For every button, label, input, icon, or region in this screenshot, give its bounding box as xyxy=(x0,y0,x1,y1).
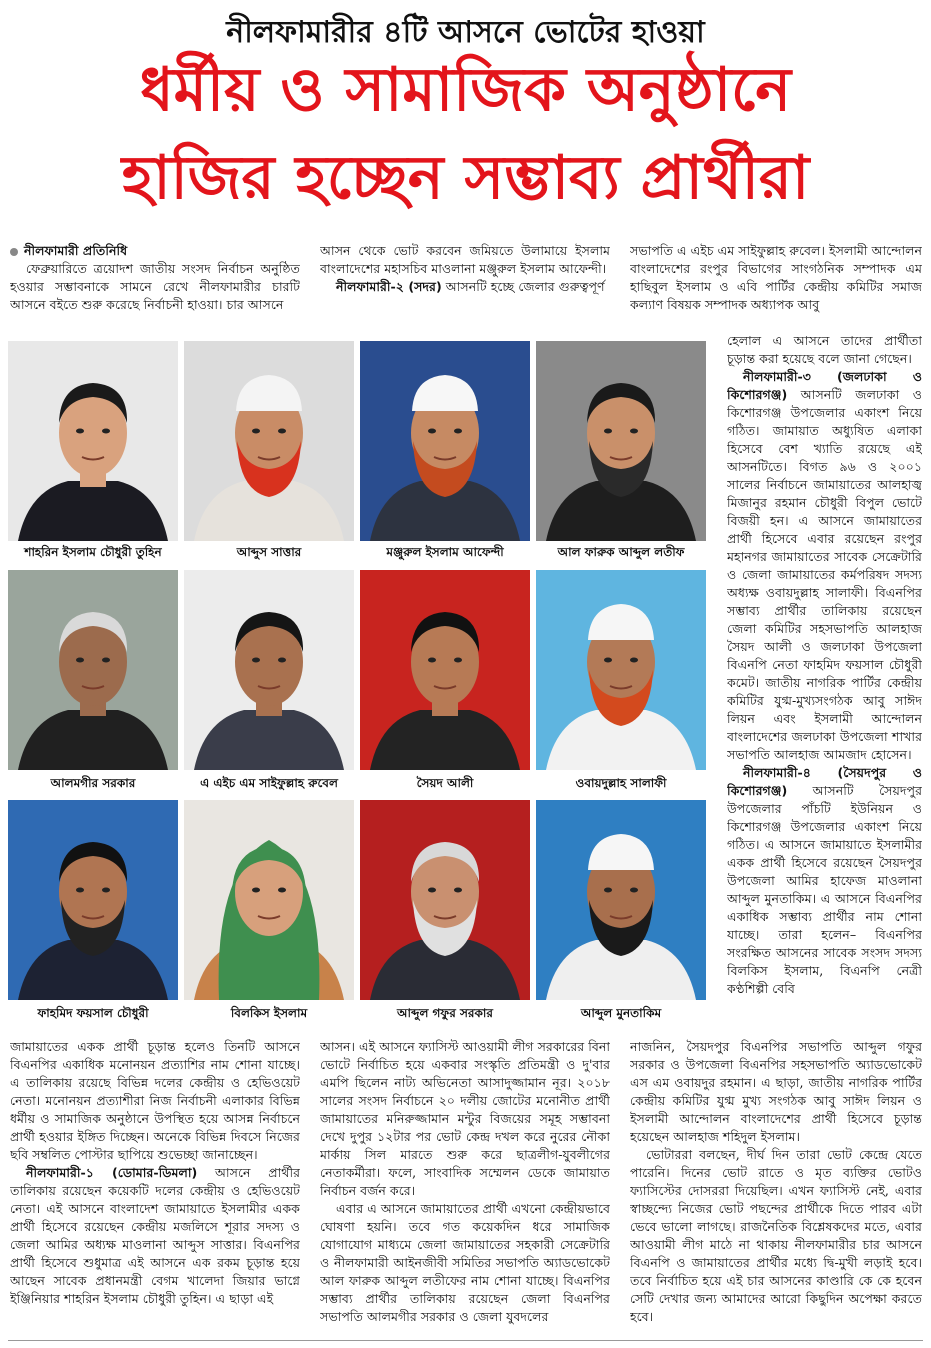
headline-line-1: ধর্মীয় ও সামাজিক অনুষ্ঠানে xyxy=(139,55,792,125)
photo-caption: বিলকিস ইসলাম xyxy=(230,1006,308,1020)
candidate-photo xyxy=(184,570,354,770)
paragraph: হেলাল এ আসনে তাদের প্রার্থীতা চূড়ান্ত করা হয়েছে বলে জানা গেছেন। xyxy=(727,333,922,366)
paragraph: নাজনিন, সৈয়দপুর বিএনপির সভাপতি আব্দুল গফুর সরকার ও উপজেলা বিএনপির সহসভাপতি অ্যাডভোকেট এস এম ওবায়দুর রহমান। এ ছাড়া, জাতীয় নাগরিক পার্টির কেন্দ্রীয় কমিটির যুগ্ম মুখ্য সংগঠক আবু সাঈদ লিয়ন ও ইসলামী আন্দোলন বাংলাদেশের প্রার্থী হিসেবে চূড়ান্ত হয়েছেন আলহাজ শহিদুল ইসলাম। xyxy=(630,1039,922,1144)
paragraph: নীলফামারী-২ (সদর) আসনটি হচ্ছে জেলার গুরুত্বপূর্ণ xyxy=(336,279,605,294)
byline: নীলফামারী প্রতিনিধি xyxy=(10,242,300,260)
photo-caption: এ এইচ এম সাইফুল্লাহ রুবেল xyxy=(200,776,338,790)
column-1-top xyxy=(10,242,300,332)
paragraph: এবার এ আসনে জামায়াতের প্রার্থী এখনো কেন্দ্রীয়ভাবে ঘোষণা হয়নি। তবে গত কয়েকদিন ধরে সামাজিক যোগাযোগ মাধ্যমে জেলা জামায়াতের সহকারী সেক্রেটারি ও নীলফামারী আইনজীবী সমিতির সভাপতি অ্যাডভোকেট আল ফারুক আব্দুল লতীফের নাম শোনা যাচ্ছে। বিএনপির সম্ভাব্য প্রার্থীর তালিকায় রয়েছেন জেলা বিএনপির সভাপতি আলমগীর সরকার ও জেলা যুবদলের xyxy=(320,1201,610,1324)
seat-heading: নীলফামারী-২ (সদর) xyxy=(336,279,442,294)
photo-caption: আলমগীর সরকার xyxy=(50,776,136,790)
paragraph: নীলফামারী-১ (ডোমার-ডিমলা) আসনে প্রার্থীর তালিকায় রয়েছেন কয়েকটি দলের কেন্দ্রীয় ও হেভিওয়েট নেতা। এই আসনে বাংলাদেশ জামায়াতে ইসলামীর একক প্রার্থী হিসেবে রয়েছেন কেন্দ্রীয় মজলিসে শূরার সদস্য ও জেলা আমির অধ্যক্ষ মাওলানা আব্দুস সাত্তার। বিএনপির প্রার্থী হিসেবে শুধুমাত্র এই আসনে এক রকম চূড়ান্ত হয়ে আছেন সাবেক প্রধানমন্ত্রী বেগম খালেদা জিয়ার ভাগ্নে ইঞ্জিনিয়ার শাহরিন ইসলাম চৌধুরী তুহিন। এ ছাড়া এই xyxy=(10,1165,300,1306)
photo-caption: শাহরিন ইসলাম চৌধুরী তুহিন xyxy=(24,545,162,559)
photo-caption: আব্দুল মুনতাকিম xyxy=(580,1006,662,1020)
column-2-top xyxy=(320,242,610,332)
paragraph: নীলফামারী-৩ (জলঢাকা ও কিশোরগঞ্জ) আসনটি জলঢাকা ও কিশোরগঞ্জ উপজেলার একাংশ নিয়ে গঠিত। জামায়াত অধ্যুষিত এলাকা হিসেবে বেশ খ্যাতি রয়েছে এই আসনটিতে। বিগত ৯৬ ও ২০০১ সালের নির্বাচনে জামায়াতের আলহাজ্ব মিজানুর রহমান চৌধুরী বিপুল ভোটে বিজয়ী হন। এ আসনে জামায়াতের প্রার্থী হিসেবে এবার রয়েছেন রংপুর মহানগর জামায়াতের সাবেক সেক্রেটারি ও জেলা জামায়াতের কর্মপরিষদ সদস্য অধ্যক্ষ ওবায়দুল্লাহ সালাফী। বিএনপির সম্ভাব্য প্রার্থীর তালিকায় রয়েছেন জেলা কমিটির সহসভাপতি আলহাজ সৈয়দ আলী ও জলঢাকা উপজেলা বিএনপি নেতা ফাহমিদ ফয়সাল চৌধুরী কমেট। জাতীয় নাগরিক পার্টির কেন্দ্রীয় কমিটির যুগ্ম-মুখ্যসংগঠক আবু সাঈদ লিয়ন এবং ইসলামী আন্দোলন বাংলাদেশের জলঢাকা উপজেলা শাখার সভাপতি আলহাজ আমজাদ হোসেন। xyxy=(727,369,922,762)
photo-caption: সৈয়দ আলী xyxy=(416,776,474,790)
photo-caption: আব্দুস সাত্তার xyxy=(236,545,302,559)
seat-heading: নীলফামারী-১ (ডোমার-ডিমলা) xyxy=(26,1165,198,1180)
seat-heading: নীলফামারী-৩ (জলঢাকা ও কিশোরগঞ্জ) xyxy=(727,369,922,402)
paragraph: আসন। এই আসনে ফ্যাসিস্ট আওয়ামী লীগ সরকারের বিনা ভোটে নির্বাচিত হয়ে একবার সংস্কৃতি প্রতিমন্ত্রী ও দু'বার এমপি ছিলেন নাট্য অভিনেতা আসাদুজ্জামান নূর। ২০১৮ সালের সংসদ নির্বাচনে ২০ দলীয় জোটের মনোনীত প্রার্থী জামায়াতের মনিরুজ্জামান মন্টুর বিজয়ের সমূহ সম্ভাবনা দেখে দুপুর ১২টার পর ভোট কেন্দ্র দখল করে নুরের নৌকা মার্কায় সিল মারতে শুরু করে ছাত্রলীগ-যুবলীগের নেতাকর্মীরা। ফলে, সাংবাদিক সম্মেলন ডেকে জামায়াত নির্বাচন বর্জন করে। xyxy=(320,1039,610,1198)
headline-line-2: হাজির হচ্ছেন সম্ভাব্য প্রার্থীরা xyxy=(121,143,810,213)
column-1-bottom xyxy=(10,1038,300,1334)
candidate-photo xyxy=(536,570,706,770)
photo-caption: মঞ্জুরুল ইসলাম আফেন্দী xyxy=(386,545,504,559)
seat-heading: নীলফামারী-৪ (সৈয়দপুর ও কিশোরগঞ্জ) xyxy=(727,765,922,798)
candidate-photo xyxy=(184,800,354,1000)
bottom-rule xyxy=(8,1340,923,1341)
candidate-photo xyxy=(360,341,530,541)
column-3-top xyxy=(630,242,922,332)
bullet-icon xyxy=(10,248,18,256)
candidate-photo xyxy=(360,800,530,1000)
candidate-photo xyxy=(536,800,706,1000)
column-4 xyxy=(727,332,922,1034)
candidate-photo xyxy=(8,341,178,541)
paragraph: আসন থেকে ভোট করবেন জমিয়তে উলামায়ে ইসলাম বাংলাদেশের মহাসচিব মাওলানা মঞ্জুরুল ইসলাম আফেন্দী। xyxy=(320,243,610,276)
candidate-photo xyxy=(8,800,178,1000)
paragraph: নীলফামারী-৪ (সৈয়দপুর ও কিশোরগঞ্জ) আসনটি সৈয়দপুর উপজেলার পাঁচটি ইউনিয়ন ও কিশোরগঞ্জ উপজেলার একাংশ নিয়ে গঠিত। এ আসনে জামায়াতে ইসলামীর একক প্রার্থী হিসেবে রয়েছেন সৈয়দপুর উপজেলা আমির হাফেজ মাওলানা আব্দুল মুনতাকিম। এ আসনে বিএনপির একাধিক সম্ভাব্য প্রার্থীর নাম শোনা যাচ্ছে। তারা হলেন– বিএনপির সংরক্ষিত আসনের সাবেক সংসদ সদস্য বিলকিস ইসলাম, বিএনপি নেত্রী কণ্ঠশিল্পী বেবি xyxy=(727,765,922,996)
candidate-photo xyxy=(8,570,178,770)
photo-caption: আল ফারুক আব্দুল লতীফ xyxy=(557,545,685,559)
paragraph: জামায়াতের একক প্রার্থী চূড়ান্ত হলেও তিনটি আসনে বিএনপির একাধিক মনোনয়ন প্রত্যাশির নাম শোনা যাচ্ছে। এ তালিকায় রয়েছে বিভিন্ন দলের কেন্দ্রীয় ও হেভিওয়েট নেতা। মনোনয়ন প্রত্যাশীরা নিজ নির্বাচনী এলাকার বিভিন্ন ধর্মীয় ও সামাজিক অনুষ্ঠানে উপস্থিত হয়ে আসন্ন নির্বাচনে প্রার্থী হওয়ার ইঙ্গিত দিচ্ছেন। অনেকে বিভিন্ন দিবসে নিজের ছবি সম্বলিত পোস্টার ছাপিয়ে শুভেচ্ছা জানাচ্ছেন। xyxy=(10,1039,300,1162)
kicker-headline: নীলফামারীর ৪টি আসনে ভোটের হাওয়া xyxy=(226,15,705,50)
photo-caption: ওবায়দুল্লাহ সালাফী xyxy=(575,776,667,790)
candidate-photo xyxy=(536,341,706,541)
paragraph: ভোটাররা বলছেন, দীর্ঘ দিন তারা ভোট কেন্দ্রে যেতে পারেনি। দিনের ভোট রাতে ও মৃত ব্যক্তির ভোটও ফ্যাসিস্টের দোসররা দিয়েছিল। এখন ফ্যাসিস্ট নেই, এবার স্বাচ্ছন্দ্যে নিজের ভোট পছন্দের প্রার্থীকে দিতে পারব এটা ভেবে ভালো লাগছে। রাজনৈতিক বিশ্লেষকদের মতে, এবার আওয়ামী লীগ মাঠে না থাকায় নীলফামারীর চার আসনে বিএনপি ও জামায়াতের প্রার্থীর মধ্যে দ্বি-মুখী লড়াই হবে। তবে নির্বাচিত হয়ে এই চার আসনের কাণ্ডারি কে কে হবেন সেটি দেখার জন্য আমাদের আরো কিছুদিন অপেক্ষা করতে হবে। xyxy=(630,1147,922,1324)
photo-caption: ফাহমিদ ফয়সাল চৌধুরী xyxy=(37,1006,149,1020)
photo-caption: আব্দুল গফুর সরকার xyxy=(397,1006,493,1020)
candidate-photo xyxy=(360,570,530,770)
paragraph: ফেব্রুয়ারিতে ত্রয়োদশ জাতীয় সংসদ নির্বাচন অনুষ্ঠিত হওয়ার সম্ভাবনাকে সামনে রেখে নীলফামারীর চারটি আসনে বইতে শুরু করেছে নির্বাচনী হাওয়া। চার আসনে xyxy=(10,261,300,312)
column-3-bottom xyxy=(630,1038,922,1334)
candidate-photo xyxy=(184,341,354,541)
paragraph: সভাপতি এ এইচ এম সাইফুল্লাহ রুবেল। ইসলামী আন্দোলন বাংলাদেশের রংপুর বিভাগের সাংগঠনিক সম্পাদক এম হাছিবুল ইসলাম ও এবি পার্টির কেন্দ্রীয় কমিটির সমাজ কল্যাণ বিষয়ক সম্পাদক অধ্যাপক আবু xyxy=(630,243,922,312)
column-2-bottom xyxy=(320,1038,610,1334)
